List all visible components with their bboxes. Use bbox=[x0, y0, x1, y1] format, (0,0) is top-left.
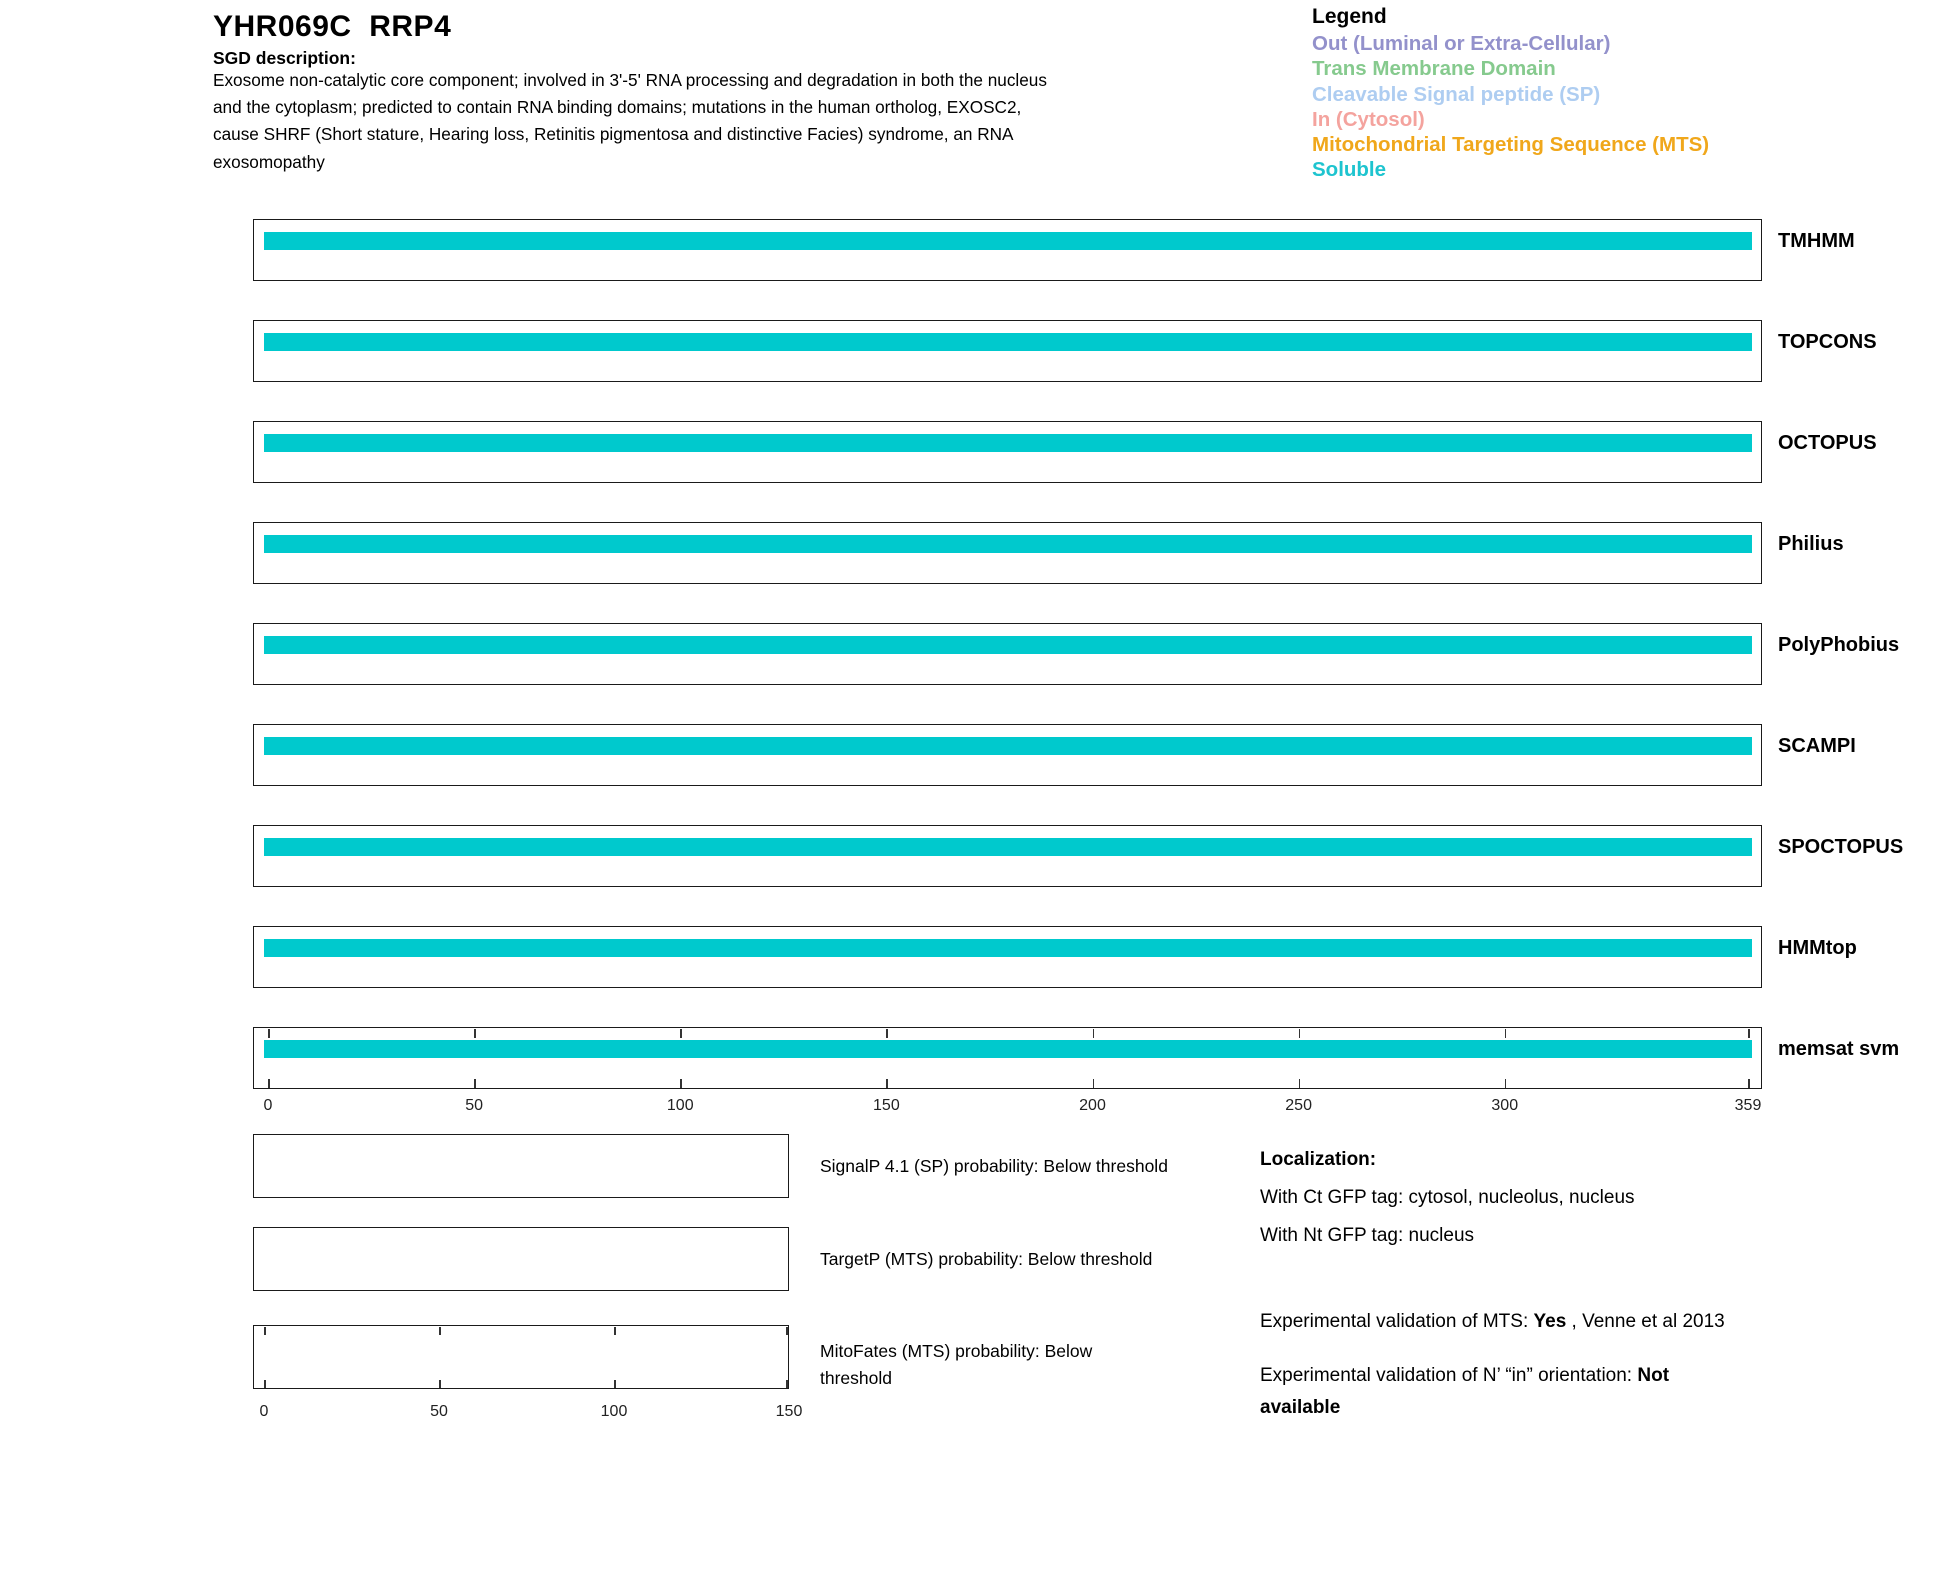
topology-segment-bar-soluble bbox=[264, 737, 1752, 755]
x-axis-tick bbox=[1748, 1079, 1750, 1088]
legend-item-out: Out (Luminal or Extra-Cellular) bbox=[1312, 32, 1611, 56]
probability-axis-tick bbox=[786, 1327, 788, 1335]
page-title: YHR069C RRP4 bbox=[213, 10, 452, 43]
probability-axis-tick bbox=[439, 1327, 441, 1335]
x-axis-tick-label: 100 bbox=[666, 1097, 694, 1114]
mts-validation-value: Yes bbox=[1533, 1311, 1567, 1332]
mts-validation-suffix: , Venne et al 2013 bbox=[1566, 1311, 1725, 1332]
predictor-label: OCTOPUS bbox=[1778, 432, 1877, 454]
x-axis-tick-label: 50 bbox=[465, 1097, 484, 1114]
legend-item-soluble: Soluble bbox=[1312, 158, 1387, 182]
x-axis-tick bbox=[1505, 1079, 1507, 1088]
mts-validation-prefix: Experimental validation of MTS: bbox=[1260, 1311, 1534, 1332]
predictor-label: SCAMPI bbox=[1778, 735, 1856, 757]
probability-plot-label: TargetP (MTS) probability: Below threshold bbox=[820, 1249, 1153, 1269]
predictor-label: HMMtop bbox=[1778, 937, 1857, 959]
x-axis-tick bbox=[474, 1029, 476, 1038]
probability-axis-tick bbox=[264, 1380, 266, 1388]
topology-segment-bar-soluble bbox=[264, 535, 1752, 553]
x-axis-tick-label: 359 bbox=[1734, 1097, 1762, 1114]
predictor-track-box bbox=[253, 926, 1762, 988]
predictor-label: TMHMM bbox=[1778, 230, 1855, 252]
x-axis-tick bbox=[1299, 1079, 1301, 1088]
x-axis-tick-label: 300 bbox=[1491, 1097, 1519, 1114]
predictor-label: Philius bbox=[1778, 533, 1844, 555]
x-axis-tick bbox=[474, 1079, 476, 1088]
legend bbox=[1312, 4, 1709, 182]
probability-axis-tick-label: 50 bbox=[430, 1403, 448, 1420]
predictor-track-box bbox=[253, 724, 1762, 786]
predictor-track-box bbox=[253, 219, 1762, 281]
x-axis-tick bbox=[268, 1079, 270, 1088]
x-axis-tick bbox=[1505, 1029, 1507, 1038]
sgd-description-label: SGD description: bbox=[213, 48, 356, 68]
sgd-description-text: Exosome non-catalytic core component; involved in 3'-5' RNA processing and degradation in both the nucleus and the cytoplasm; predicted to contain RNA binding domains; mutations in the human ortholog, EXOSC2, cause SHRF (Short stature, Hearing loss, Retinitis pigmentosa and distinctive Facies) syndrome, an RNA exosomopathy bbox=[213, 70, 1047, 172]
x-axis-tick bbox=[1093, 1029, 1095, 1038]
predictor-track-box bbox=[253, 825, 1762, 887]
x-axis-tick bbox=[886, 1079, 888, 1088]
topology-segment-bar-soluble bbox=[264, 434, 1752, 452]
probability-plot-box bbox=[253, 1325, 789, 1389]
predictor-track-box bbox=[253, 320, 1762, 382]
predictor-track-box bbox=[253, 1027, 1762, 1089]
mts-validation-line bbox=[1260, 1306, 1900, 1338]
predictor-track-box bbox=[253, 623, 1762, 685]
probability-plot-label: MitoFates (MTS) probability: Below threshold bbox=[820, 1341, 1093, 1388]
x-axis-tick bbox=[1748, 1029, 1750, 1038]
predictor-label: TOPCONS bbox=[1778, 331, 1877, 353]
legend-item-mts: Mitochondrial Targeting Sequence (MTS) bbox=[1312, 133, 1710, 157]
probability-axis-tick bbox=[614, 1327, 616, 1335]
predictor-label: memsat svm bbox=[1778, 1038, 1900, 1060]
probability-axis-tick bbox=[786, 1380, 788, 1388]
x-axis-tick-label: 200 bbox=[1079, 1097, 1106, 1114]
probability-axis-tick-label: 100 bbox=[600, 1403, 628, 1420]
orientation-prefix: Experimental validation of N’ “in” orientation: bbox=[1260, 1365, 1638, 1386]
orientation-value: Not available bbox=[1260, 1365, 1670, 1418]
x-axis-tick bbox=[886, 1029, 888, 1038]
probability-axis-tick-label: 0 bbox=[259, 1403, 269, 1420]
topology-segment-bar-soluble bbox=[264, 333, 1752, 351]
probability-plot-box bbox=[253, 1227, 789, 1291]
localization-nt-line: With Nt GFP tag: nucleus bbox=[1260, 1225, 1475, 1246]
x-axis-tick bbox=[1093, 1079, 1095, 1088]
x-axis-tick-label: 250 bbox=[1285, 1097, 1312, 1114]
legend-title: Legend bbox=[1312, 5, 1387, 28]
localization-title: Localization: bbox=[1260, 1149, 1377, 1170]
probability-axis-tick-label: 150 bbox=[775, 1403, 803, 1420]
probability-plot-box bbox=[253, 1134, 789, 1198]
predictor-label: PolyPhobius bbox=[1778, 634, 1900, 656]
legend-item-trans-membrane: Trans Membrane Domain bbox=[1312, 57, 1556, 81]
x-axis-tick bbox=[268, 1029, 270, 1038]
probability-axis-tick bbox=[439, 1380, 441, 1388]
probability-plot-label: SignalP 4.1 (SP) probability: Below threshold bbox=[820, 1156, 1168, 1176]
localization-ct-line: With Ct GFP tag: cytosol, nucleolus, nucleus bbox=[1260, 1187, 1635, 1208]
x-axis-tick-label: 150 bbox=[873, 1097, 900, 1114]
predictor-track-box bbox=[253, 421, 1762, 483]
legend-item-in-cytosol: In (Cytosol) bbox=[1312, 107, 1425, 131]
orientation-validation-line bbox=[1260, 1360, 1705, 1424]
probability-axis-tick bbox=[264, 1327, 266, 1335]
topology-segment-bar-soluble bbox=[264, 636, 1752, 654]
x-axis-tick-label: 0 bbox=[263, 1097, 273, 1114]
predictor-label: SPOCTOPUS bbox=[1778, 836, 1904, 858]
x-axis-tick bbox=[680, 1029, 682, 1038]
topology-segment-bar-soluble bbox=[264, 1040, 1752, 1058]
legend-item-signal-peptide: Cleavable Signal peptide (SP) bbox=[1312, 82, 1601, 106]
x-axis-tick bbox=[1299, 1029, 1301, 1038]
x-axis-tick bbox=[680, 1079, 682, 1088]
predictor-track-box bbox=[253, 522, 1762, 584]
topology-segment-bar-soluble bbox=[264, 838, 1752, 856]
topology-segment-bar-soluble bbox=[264, 232, 1752, 250]
topology-segment-bar-soluble bbox=[264, 939, 1752, 957]
probability-axis-tick bbox=[614, 1380, 616, 1388]
